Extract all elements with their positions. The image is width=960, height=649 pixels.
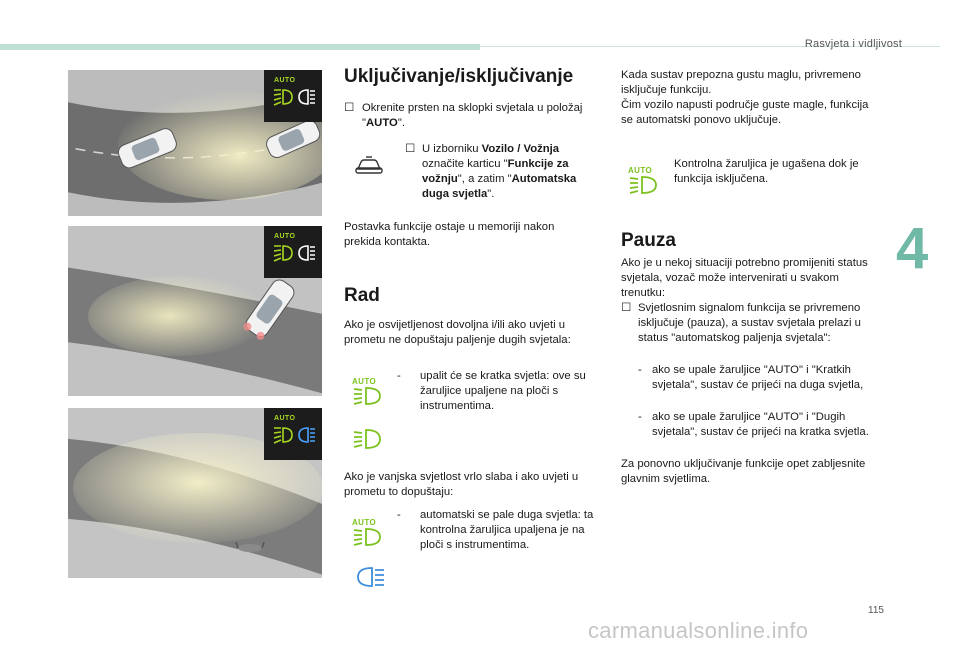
- rad-high-beam-text: automatski se pale duga svjetla: ta kontrolna žaruljica upaljena je na ploči s instrumentima.: [420, 509, 594, 551]
- auto-indicator-label: AUTO: [352, 518, 377, 527]
- title-rad: Rad: [344, 285, 380, 306]
- pause-intro: Ako je u nekoj situaciji potrebno promijeniti status svjetala, vozač može intervenirati u svakom trenutku:: [621, 257, 868, 299]
- low-beam-high-beam-icon: [272, 87, 316, 109]
- rad-low-beam-text: upalit će se kratka svjetla: ove su žaruljice upaljene na ploči s instrumentima.: [420, 370, 586, 412]
- pause-sub-2: ako se upale žaruljice "AUTO" i "Dugih svjetala", sustav će prijeći na kratka svjetla.: [652, 411, 869, 438]
- pause-step: Svjetlosnim signalom funkcija se privremeno isključuje (pauza), a sustav svjetala prelazi u status "automatskog paljenja svjetala":: [638, 302, 861, 344]
- chapter-number: 4: [896, 216, 929, 281]
- auto-indicator: [352, 377, 386, 411]
- low-beam-icon: [352, 428, 386, 450]
- checkbox-marker-icon: ☐: [344, 102, 355, 114]
- header-accent-bar: [0, 44, 480, 50]
- low-beam-icon: [352, 527, 386, 547]
- dash-marker: -: [638, 364, 642, 376]
- low-beam-icon: [628, 175, 662, 195]
- auto-indicator-label: AUTO: [352, 377, 377, 386]
- rad-intro: Ako je osvijetljenost dovoljna i/ili ako uvjeti u prometu ne dopuštaju paljenje dugih svjetala:: [344, 319, 571, 346]
- step-marker: [344, 101, 354, 116]
- step-auto-ring: Okrenite prsten na sklopki svjetala u položaj "AUTO".: [362, 102, 583, 129]
- memory-note: Postavka funkcije ostaje u memoriji nakon prekida kontakta.: [344, 221, 555, 248]
- car-menu-icon: [354, 155, 384, 177]
- fog-note: Kada sustav prepozna gustu maglu, privremeno isključuje funkciju.: [621, 69, 861, 96]
- pause-end: Za ponovno uključivanje funkcije opet zabljesnite glavnim svjetlima.: [621, 458, 866, 485]
- page-number: 115: [868, 605, 884, 616]
- auto-indicator-label: AUTO: [628, 166, 653, 175]
- pause-sub-1: ako se upale žaruljice "AUTO" i "Kratkih svjetala", sustav će prijeći na duga svjetla,: [652, 364, 864, 391]
- low-beam-high-beam-icon: [272, 425, 316, 447]
- dash-marker: -: [638, 411, 642, 423]
- auto-indicator: [352, 518, 386, 552]
- low-beam-high-beam-icon: [272, 243, 316, 265]
- dashboard-indicator-2: [264, 226, 322, 278]
- watermark: carmanualsonline.info: [588, 618, 809, 643]
- auto-label: AUTO: [274, 77, 296, 84]
- checkbox-marker-icon: ☐: [405, 143, 416, 155]
- dashboard-indicator-3: [264, 408, 322, 460]
- illustration-road-2: [68, 226, 322, 396]
- dash-marker: -: [397, 370, 401, 382]
- illustration-road-3: [68, 408, 322, 578]
- illustration-road-1: [68, 70, 322, 216]
- title-on-off: Uključivanje/isključivanje: [344, 66, 574, 87]
- step-marker: [621, 301, 631, 316]
- title-pause: Pauza: [621, 230, 676, 251]
- dashboard-indicator-1: [264, 70, 322, 122]
- rad-intro-2: Ako je vanjska svjetlost vrlo slaba i ako uvjeti u prometu to dopuštaju:: [344, 471, 579, 498]
- section-title: Rasvjeta i vidljivost: [804, 38, 902, 50]
- step-marker: [405, 142, 415, 157]
- auto-indicator: [628, 166, 662, 200]
- indicator-off-note: Kontrolna žaruljica je ugašena dok je funkcija isključena.: [674, 158, 859, 185]
- high-beam-icon: [352, 566, 386, 588]
- checkbox-marker-icon: ☐: [621, 302, 632, 314]
- dash-marker: -: [397, 509, 401, 521]
- auto-label: AUTO: [274, 415, 296, 422]
- low-beam-icon: [352, 386, 386, 406]
- fog-note-2: Čim vozilo napusti područje guste magle, funkcija se automatski ponovo uključuje.: [621, 99, 869, 126]
- auto-label: AUTO: [274, 233, 296, 240]
- step-menu-setting: U izborniku Vozilo / Vožnja označite karticu "Funkcije za vožnju", a zatim "Automatska duga svjetla".: [422, 143, 577, 200]
